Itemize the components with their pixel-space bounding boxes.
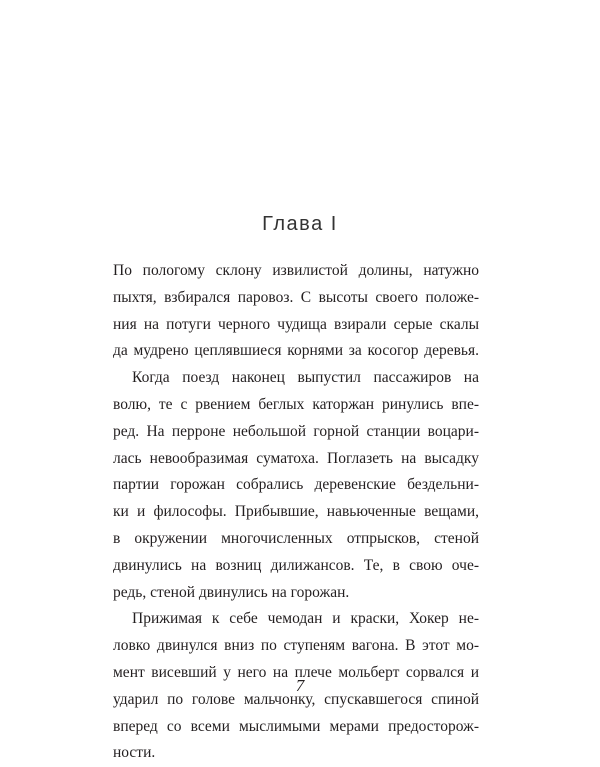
text-line: да мудрено цеплявшиеся корнями за косогор деревья. xyxy=(113,342,479,360)
text-line: ки и философы. Прибывшие, навьюченные вещами, xyxy=(113,503,479,521)
text-line: пыхтя, взбирался паровоз. С высоты своего положе- xyxy=(113,288,479,306)
text-line: Прижимая к себе чемодан и краски, Хокер не- xyxy=(132,610,479,628)
text-line: ния на потуги черного чудища взирали серые скалы xyxy=(113,315,479,333)
text-line: лась невообразимая суматоха. Поглазеть на высадку xyxy=(113,449,479,467)
text-line: партии горожан собрались деревенские бездельни- xyxy=(113,476,479,494)
text-line: двинулись на возниц дилижансов. Те, в свою оче- xyxy=(113,556,479,574)
text-line: редь, стеной двинулись на горожан. xyxy=(113,583,350,601)
text-line: ности. xyxy=(113,744,156,762)
text-line: волю, те с рвением беглых каторжан ринулись впе- xyxy=(113,395,479,413)
paragraph-1 xyxy=(113,258,479,365)
text-line: ударил по голове мальчонку, спускавшегося спиной xyxy=(113,690,479,708)
text-line: вперед со всеми мыслимыми мерами предосторож- xyxy=(113,717,479,735)
chapter-heading: Глава I xyxy=(262,213,338,235)
text-line: в окружении многочисленных отпрысков, стеной xyxy=(113,529,479,547)
text-line: По пологому склону извилистой долины, натужно xyxy=(113,262,479,279)
paragraph-2 xyxy=(113,365,479,606)
text-line: ловко двинулся вниз по ступеням вагона. В этот мо- xyxy=(113,637,479,655)
text-line: мент висевший у него на плече мольберт сорвался и xyxy=(113,663,479,681)
text-line: ред. На перроне небольшой горной станции воцари- xyxy=(113,422,479,440)
text-line: Когда поезд наконец выпустил пассажиров на xyxy=(132,369,479,387)
page-number: 7 xyxy=(295,676,305,695)
